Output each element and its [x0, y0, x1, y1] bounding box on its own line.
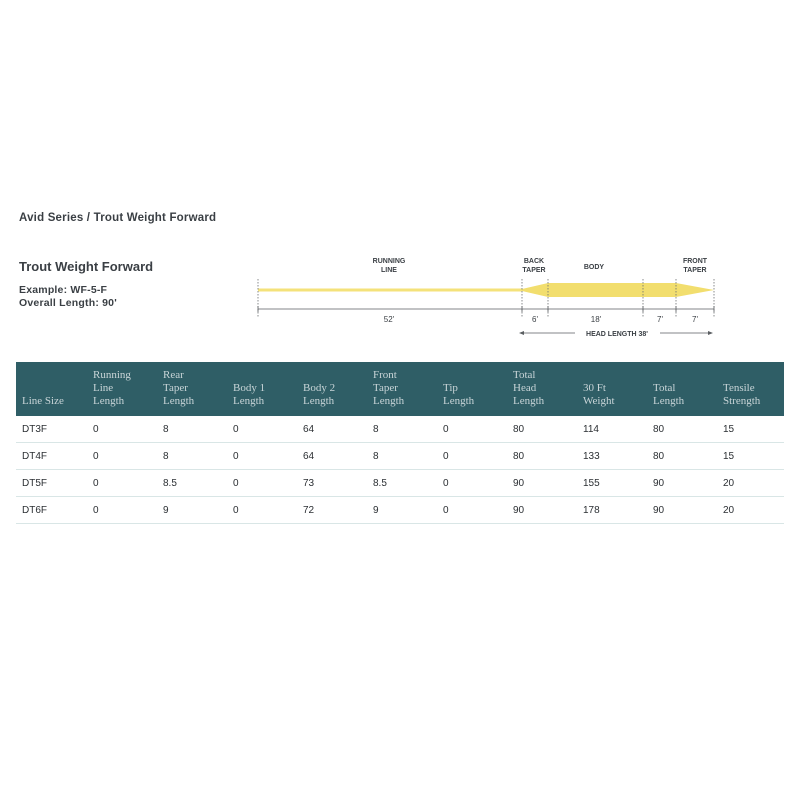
table-cell: 0 [87, 470, 157, 497]
column-header-line: Taper [373, 382, 398, 394]
column-header [647, 362, 717, 416]
label-back-taper-1: BACK [523, 258, 545, 265]
column-header-line: Rear [163, 369, 184, 381]
profile-heading: Trout Weight Forward [19, 259, 154, 274]
column-header [437, 362, 507, 416]
label-head-length: HEAD LENGTH 38' [586, 331, 648, 338]
column-header-line: Taper [163, 382, 188, 394]
table-cell: 8 [367, 443, 437, 470]
column-header-line: Weight [583, 395, 615, 407]
table-cell: 0 [87, 497, 157, 524]
table-cell: 80 [647, 416, 717, 443]
table-cell: 80 [647, 443, 717, 470]
column-header-line: Front [373, 369, 397, 381]
table-cell: 0 [227, 443, 297, 470]
table-cell: 0 [227, 416, 297, 443]
table-cell: 90 [507, 470, 577, 497]
table-cell: 73 [297, 470, 367, 497]
label-running-line-2: LINE [381, 267, 397, 274]
table-cell: 133 [577, 443, 647, 470]
document-title: Avid Series / Trout Weight Forward [19, 212, 217, 224]
column-header-line: Length [653, 395, 685, 407]
column-header [87, 362, 157, 416]
column-header-line: Length [93, 395, 125, 407]
table-cell: 20 [717, 497, 784, 524]
column-header-line: Length [233, 395, 265, 407]
column-header-line: Running [93, 369, 131, 381]
label-body: BODY [583, 264, 605, 271]
header-row [16, 362, 784, 416]
column-header [507, 362, 577, 416]
column-header [577, 362, 647, 416]
column-header [717, 362, 784, 416]
spec-table-header [16, 362, 784, 416]
column-header-line: Total [513, 369, 536, 381]
taper-diagram [0, 0, 800, 360]
label-back-taper-2: TAPER [522, 267, 546, 274]
column-header-line: Tensile [723, 382, 755, 394]
column-header [157, 362, 227, 416]
head-shape [522, 283, 714, 297]
label-running-line-1: RUNNING [372, 258, 406, 265]
table-cell: 90 [507, 497, 577, 524]
table-row [16, 470, 784, 497]
column-header-line: Head [513, 382, 537, 394]
table-cell: 8 [367, 416, 437, 443]
column-header-line: Length [513, 395, 545, 407]
column-header-line: Line Size [22, 395, 64, 407]
table-cell: 9 [157, 497, 227, 524]
table-cell: 15 [717, 443, 784, 470]
table-cell: 8 [157, 416, 227, 443]
meas-tip: 7' [657, 315, 663, 324]
table-cell: 0 [227, 470, 297, 497]
table-cell: 0 [227, 497, 297, 524]
meas-back-taper: 6' [532, 315, 538, 324]
meas-body: 18' [590, 315, 602, 324]
column-header-line: 30 Ft [583, 382, 606, 394]
table-cell: 114 [577, 416, 647, 443]
profile-example: Example: WF-5-F [19, 284, 108, 296]
table-cell: 0 [87, 416, 157, 443]
table-cell: 80 [507, 416, 577, 443]
table-cell: 0 [437, 470, 507, 497]
table-cell: 0 [437, 497, 507, 524]
table-cell: 178 [577, 497, 647, 524]
table-cell: 8.5 [157, 470, 227, 497]
column-header-line: Strength [723, 395, 761, 407]
table-cell: 0 [437, 416, 507, 443]
head-length-arrow-right [708, 331, 713, 335]
table-cell: 8 [157, 443, 227, 470]
table-cell: 0 [437, 443, 507, 470]
column-header-line: Length [303, 395, 335, 407]
table-cell: 90 [647, 470, 717, 497]
meas-running-line: 52' [383, 315, 395, 324]
line-size-cell: DT4F [16, 443, 87, 470]
spec-table-body [16, 416, 784, 524]
column-header-line: Body 1 [233, 382, 266, 394]
line-size-cell: DT3F [16, 416, 87, 443]
column-header-line: Length [443, 395, 475, 407]
column-header-line: Length [373, 395, 405, 407]
table-cell: 64 [297, 443, 367, 470]
column-header [367, 362, 437, 416]
table-cell: 0 [87, 443, 157, 470]
label-front-taper-2: TAPER [683, 267, 707, 274]
table-cell: 20 [717, 470, 784, 497]
table-cell: 155 [577, 470, 647, 497]
table-row [16, 443, 784, 470]
table-row [16, 497, 784, 524]
table-row [16, 416, 784, 443]
table-cell: 80 [507, 443, 577, 470]
table-cell: 90 [647, 497, 717, 524]
profile-overall-length: Overall Length: 90' [19, 297, 117, 309]
label-front-taper-1: FRONT [682, 258, 708, 265]
table-cell: 15 [717, 416, 784, 443]
table-cell: 8.5 [367, 470, 437, 497]
meas-front-taper: 7' [692, 315, 698, 324]
column-header-line: Tip [443, 382, 458, 394]
column-header [16, 362, 87, 416]
table-cell: 72 [297, 497, 367, 524]
line-size-cell: DT5F [16, 470, 87, 497]
head-length-arrow-left [519, 331, 524, 335]
table-cell: 9 [367, 497, 437, 524]
column-header-line: Length [163, 395, 195, 407]
line-size-cell: DT6F [16, 497, 87, 524]
column-header-line: Body 2 [303, 382, 336, 394]
column-header [227, 362, 297, 416]
spec-table [16, 362, 784, 524]
column-header [297, 362, 367, 416]
table-cell: 64 [297, 416, 367, 443]
column-header-line: Line [93, 382, 114, 394]
column-header-line: Total [653, 382, 676, 394]
